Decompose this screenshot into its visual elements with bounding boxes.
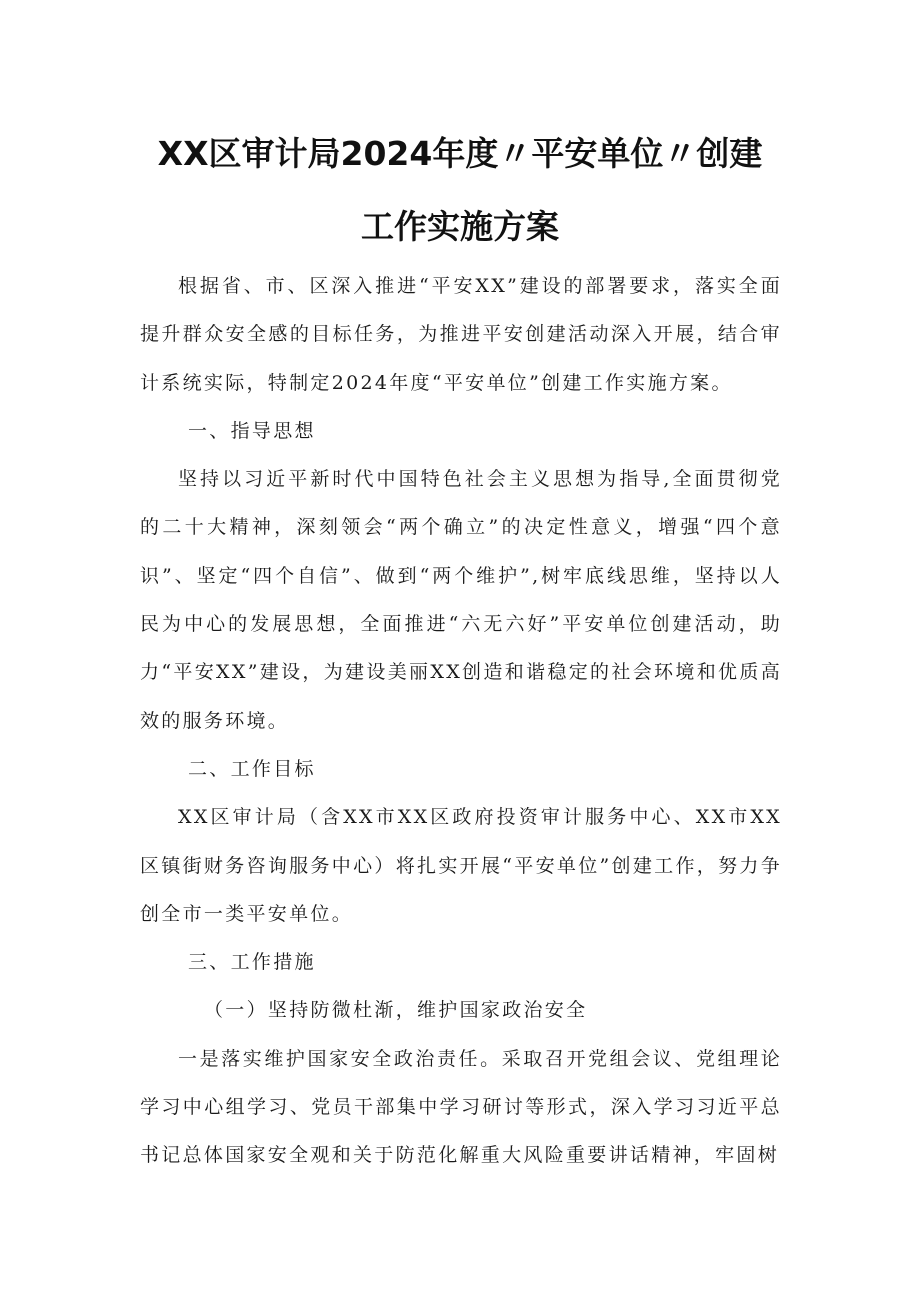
- section-heading-guiding-thought: 一、指导思想: [188, 419, 316, 442]
- document-body: [140, 262, 782, 1180]
- intro-paragraph: 根据省、市、区深入推进“平安XX”建设的部署要求，落实全面提升群众安全感的目标任务，为推进平安创建活动深入开展，结合审计系统实际，特制定2024年度“平安单位”创建工作实施方案。: [140, 275, 782, 394]
- section-heading-work-goal: 二、工作目标: [188, 757, 316, 780]
- section-paragraph-work-goal: XX区审计局（含XX市XX区政府投资审计服务中心、XX市XX区镇街财务咨询服务中心）将扎实开展“平安单位”创建工作，努力争创全市一类平安单位。: [140, 806, 782, 925]
- document-title-line-1: XX区审计局2024年度〃平安单位〃创建: [157, 134, 763, 173]
- section-paragraph-guiding-thought: 坚持以习近平新时代中国特色社会主义思想为指导,全面贯彻党的二十大精神，深刻领会“两个确立”的决定性意义，增强“四个意识”、坚定“四个自信”、做到“两个维护”,树牢底线思维，坚持以人民为中心的发展思想，全面推进“六无六好”平安单位创建活动，助力“平安XX”建设，为建设美丽XX创造和谐稳定的社会环境和优质高效的服务环境。: [140, 468, 782, 732]
- document-title-line-2: 工作实施方案: [361, 207, 559, 246]
- section-paragraph-work-measures: 一是落实维护国家安全政治责任。采取召开党组会议、党组理论学习中心组学习、党员干部集中学习研讨等形式，深入学习习近平总书记总体国家安全观和关于防范化解重大风险重要讲话精神，牢固树: [140, 1047, 782, 1167]
- subsection-heading-political-security: （一）坚持防微杜渐，维护国家政治安全: [204, 999, 588, 1022]
- section-heading-work-measures: 三、工作措施: [188, 951, 316, 974]
